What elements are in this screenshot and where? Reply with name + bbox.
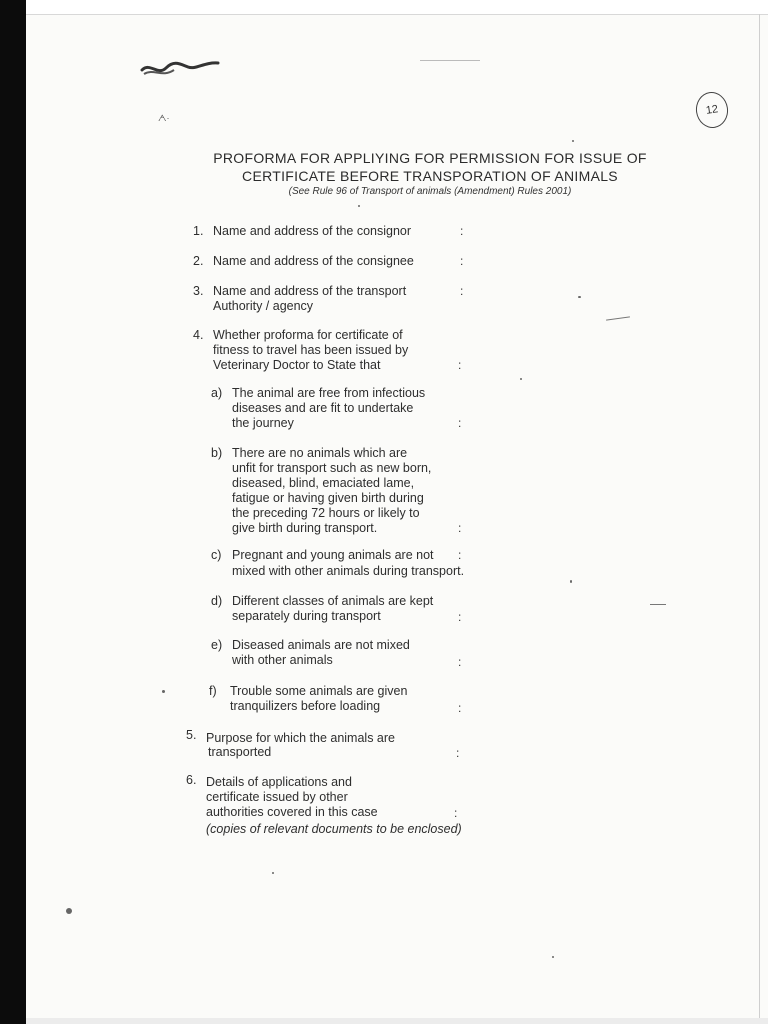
sub-item-text: The animal are free from infectious [232,386,426,400]
sub-item-letter: a) [211,386,223,400]
colon: : [454,806,458,820]
document-title-line-2: CERTIFICATE BEFORE TRANSPORATION OF ANIMALS [242,168,618,184]
scan-speck [578,296,581,298]
scan-edge-left [0,0,26,1024]
sub-item-text: diseases and are fit to undertake [232,401,414,415]
item-text: Name and address of the transport [213,284,407,298]
scan-speck [570,580,572,583]
item-text: certificate issued by other [206,790,348,804]
sub-item-text: Trouble some animals are given [230,684,408,698]
sub-item-letter: c) [211,548,222,562]
scan-mark-line [420,60,480,61]
item-text: fitness to travel has been issued by [213,343,409,357]
handwritten-scribble [140,58,220,80]
sub-item-text: give birth during transport. [232,521,378,535]
sub-item-letter: d) [211,594,223,608]
scan-speck [572,140,574,142]
item-text: Details of applications and [206,775,352,789]
item-text: Veterinary Doctor to State that [213,358,381,372]
item-number: 6. [186,773,197,787]
item-text: Purpose for which the animals are [206,731,395,745]
sub-item-letter: f) [209,684,217,698]
sub-item-text: separately during transport [232,609,381,623]
scan-speck [358,205,360,207]
scan-edge-top [26,0,768,15]
sub-item-letter: b) [211,446,223,460]
colon: : [456,746,460,760]
colon: : [460,224,464,238]
scan-edge-bottom [26,1018,768,1024]
scan-speck [272,872,274,874]
sub-item-text: Diseased animals are not mixed [232,638,410,652]
documents-note: (copies of relevant documents to be enclosed) [206,822,462,836]
colon: : [458,358,462,372]
scan-speck [552,956,554,958]
colon: : [458,701,462,715]
scan-edge-right [759,14,760,1018]
colon: : [458,548,462,562]
item-number: 2. [193,254,204,268]
colon: : [458,521,462,535]
scan-mark-line [606,316,630,320]
item-number: 5. [186,728,197,742]
item-number: 4. [193,328,204,342]
scan-mark: ᗅ· [158,113,170,123]
sub-item-text: the journey [232,416,294,430]
sub-item-text: tranquilizers before loading [230,699,381,713]
scan-speck [162,690,165,693]
sub-item-text: Pregnant and young animals are not [232,548,434,562]
page-number-stamp [694,90,731,130]
sub-item-text: diseased, blind, emaciated lame, [232,476,415,490]
colon: : [460,284,464,298]
item-text: Name and address of the consignee [213,254,414,268]
item-text: transported [208,745,272,759]
document-subtitle: (See Rule 96 of Transport of animals (Amendment) Rules 2001) [288,186,572,197]
sub-item-text: mixed with other animals during transport. [232,564,465,578]
colon: : [458,416,462,430]
document-title-line-1: PROFORMA FOR APPLIYING FOR PERMISSION FOR ISSUE OF [213,150,647,166]
item-number: 3. [193,284,204,298]
sub-item-text: unfit for transport such as new born, [232,461,432,475]
colon: : [458,610,462,624]
sub-item-letter: e) [211,638,223,652]
page-number-text: 12 [705,103,719,117]
item-text: Name and address of the consignor [213,224,412,238]
sub-item-text: Different classes of animals are kept [232,594,434,608]
scan-speck [520,378,522,380]
sub-item-text: with other animals [232,653,333,667]
item-text: Authority / agency [213,299,314,313]
item-number: 1. [193,224,204,238]
scan-mark-line [650,604,666,605]
item-text: Whether proforma for certificate of [213,328,403,342]
sub-item-text: There are no animals which are [232,446,408,460]
scan-speck [66,908,72,914]
sub-item-text: fatigue or having given birth during [232,491,424,505]
sub-item-text: the preceding 72 hours or likely to [232,506,420,520]
colon: : [460,254,464,268]
item-text: authorities covered in this case [206,805,378,819]
colon: : [458,655,462,669]
